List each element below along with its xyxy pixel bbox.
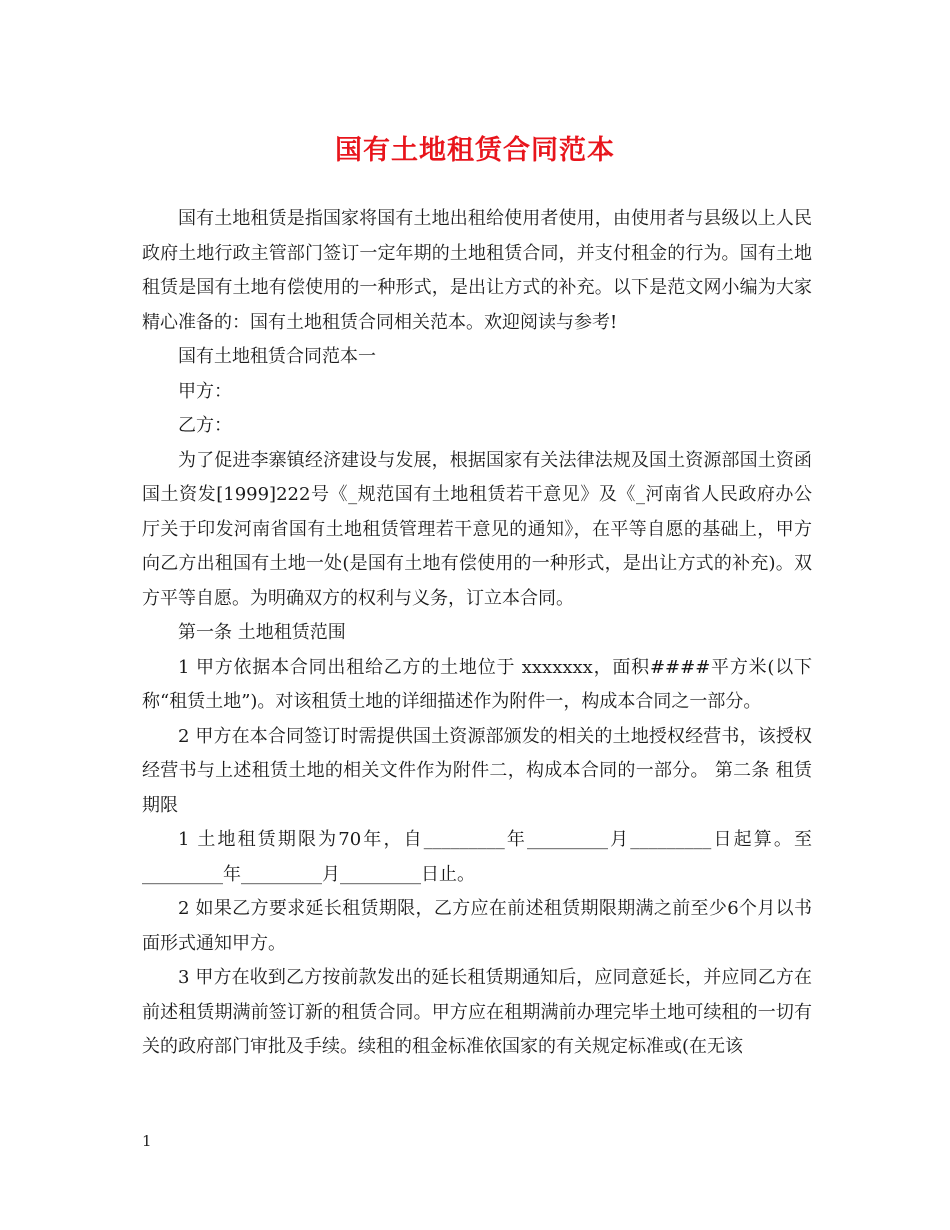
- paragraph-preamble: 为了促进李寨镇经济建设与发展，根据国家有关法律法规及国土资源部国土资函国土资发[1999]222号《_规范国有土地租赁若干意见》及《_河南省人民政府办公厅关于印发河南省国有土地租赁管理若干意见的通知》，在平等自愿的基础上，甲方向乙方出租国有土地一处(是国有土地有偿使用的一种形式，是出让方式的补充)。双方平等自愿。为明确双方的权利与义务，订立本合同。: [142, 449, 812, 609]
- paragraph-heading-sample-one: 国有土地租赁合同范本一: [178, 346, 376, 367]
- paragraph-article-one-clause-1: 1 甲方依据本合同出租给乙方的土地位于 xxxxxxx，面积####平方米(以下称“租赁土地”)。对该租赁土地的详细描述作为附件一，构成本合同之一部分。: [142, 656, 812, 712]
- paragraph-article-one-clause-2: 2 甲方在本合同签订时需提供国土资源部颁发的相关的土地授权经营书，该授权经营书与上述租赁土地的相关文件作为附件二，构成本合同的一部分。 第二条 租赁期限: [142, 725, 812, 816]
- paragraph-party-a: 甲方：: [178, 380, 232, 402]
- document-title: 国有土地租赁合同范本: [335, 135, 615, 166]
- paragraph-article-one-heading: 第一条 土地租赁范围: [178, 622, 346, 643]
- paragraph-article-two-clause-3: 3 甲方在收到乙方按前款发出的延长租赁期通知后，应同意延长，并应同乙方在前述租赁期满前签订新的租赁合同。甲方应在租期满前办理完毕土地可续租的一切有关的政府部门审批及手续。续租的租金标准依国家的有关规定标准或(在无该: [142, 967, 812, 1057]
- paragraph-party-b: 乙方：: [178, 415, 232, 436]
- document-body: [142, 202, 812, 1065]
- paragraph-article-two-clause-2: 2 如果乙方要求延长租赁期限，乙方应在前述租赁期限期满之前至少6个月以书面形式通知甲方。: [142, 898, 812, 954]
- page-number: 1: [142, 1132, 152, 1150]
- paragraph-article-two-clause-1: 1 土地租赁期限为70年，自_________年_________月_________日起算。至_________年_________月_________日止。: [142, 829, 812, 885]
- paragraph-intro: 国有土地租赁是指国家将国有土地出租给使用者使用，由使用者与县级以上人民政府土地行政主管部门签订一定年期的土地租赁合同，并支付租金的行为。国有土地租赁是国有土地有偿使用的一种形式，是出让方式的补充。以下是范文网小编为大家精心准备的：国有土地租赁合同相关范本。欢迎阅读与参考!: [142, 208, 812, 333]
